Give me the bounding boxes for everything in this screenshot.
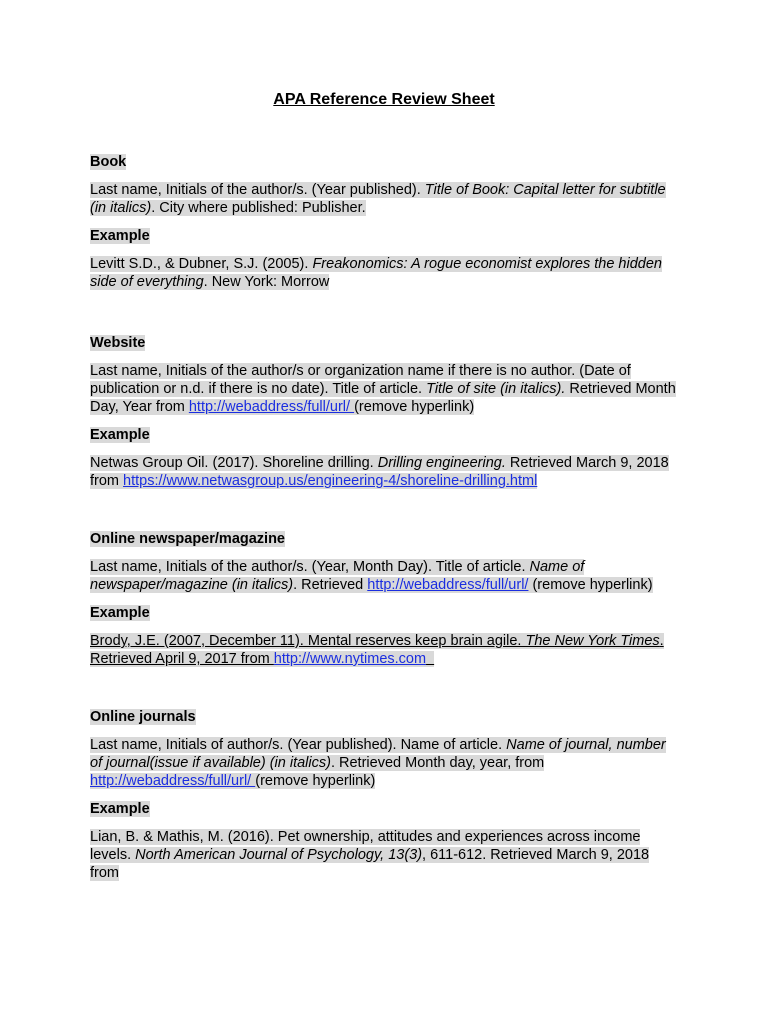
- book-example-italic: Freakonomics: A rogue economist explores the hidden side of everything: [90, 256, 662, 290]
- book-example-tail: . New York: Morrow: [203, 274, 330, 290]
- example-heading-book: Example: [90, 228, 150, 244]
- newspaper-example-tail: . Retrieved April 9, 2017 from: [90, 633, 664, 667]
- journal-format-italic: Name of journal, number of journal(issue if available) (in italics): [90, 737, 666, 771]
- book-example-text: Levitt S.D., & Dubner, S.J. (2005).: [90, 256, 313, 272]
- book-format-italic: Title of Book: Capital letter for subtitle (in italics): [90, 182, 666, 216]
- website-format-italic: Title of site (in italics).: [426, 381, 566, 397]
- newspaper-format-note: (remove hyperlink): [528, 577, 653, 593]
- section-heading-book: Book: [90, 154, 127, 170]
- newspaper-format-link[interactable]: http://webaddress/full/url/: [367, 577, 529, 593]
- section-heading-journal: Online journals: [90, 709, 196, 725]
- book-format-tail: . City where published: Publisher.: [151, 200, 366, 216]
- journal-example-italic: North American Journal of Psychology, 13(3): [135, 847, 423, 863]
- newspaper-example-italic: The New York Times: [525, 633, 660, 649]
- journal-example: [90, 828, 680, 882]
- website-format-link[interactable]: http://webaddress/full/url/: [188, 399, 355, 415]
- website-example: [90, 454, 680, 490]
- section-heading-newspaper: Online newspaper/magazine: [90, 531, 285, 547]
- website-format-tail: Retrieved Month Day, Year from: [90, 381, 676, 415]
- website-format-note: (remove hyperlink): [354, 399, 475, 415]
- document-title: APA Reference Review Sheet: [273, 91, 495, 108]
- website-format: [90, 362, 680, 416]
- example-heading-journal: Example: [90, 801, 150, 817]
- journal-format-text: Last name, Initials of author/s. (Year published). Name of article.: [90, 737, 507, 753]
- newspaper-example-text: Brody, J.E. (2007, December 11). Mental reserves keep brain agile.: [90, 633, 526, 649]
- website-format-text: Last name, Initials of the author/s or organization name if there is no author. (Date of publication or n.d. if there is no date). Title of article.: [90, 363, 631, 397]
- document-body: [90, 150, 680, 882]
- newspaper-format-text: Last name, Initials of the author/s. (Year, Month Day). Title of article.: [90, 559, 530, 575]
- example-heading-website: Example: [90, 427, 150, 443]
- book-format: [90, 181, 680, 217]
- section-heading-website: Website: [90, 335, 146, 351]
- journal-example-tail: , 611-612. Retrieved March 9, 2018 from: [90, 847, 650, 881]
- website-example-tail: Retrieved March 9, 2018 from: [90, 455, 669, 489]
- journal-format-tail: . Retrieved Month day, year, from: [330, 755, 545, 771]
- website-example-italic: Drilling engineering.: [377, 455, 506, 471]
- journal-format: [90, 736, 680, 790]
- newspaper-format: [90, 558, 680, 594]
- journal-format-note: (remove hyperlink): [255, 773, 376, 789]
- book-format-text: Last name, Initials of the author/s. (Year published).: [90, 182, 425, 198]
- newspaper-example-trail: [426, 651, 434, 667]
- newspaper-format-tail: . Retrieved: [293, 577, 368, 593]
- website-example-link[interactable]: https://www.netwasgroup.us/engineering-4/shoreline-drilling.html: [123, 473, 538, 489]
- newspaper-example: [90, 632, 680, 668]
- journal-format-link[interactable]: http://webaddress/full/url/: [90, 773, 256, 789]
- journal-example-text: Lian, B. & Mathis, M. (2016). Pet ownership, attitudes and experiences across income levels.: [90, 829, 641, 863]
- book-example: [90, 255, 680, 291]
- example-heading-newspaper: Example: [90, 605, 150, 621]
- newspaper-example-link[interactable]: http://www.nytimes.com: [273, 651, 427, 667]
- website-example-text: Netwas Group Oil. (2017). Shoreline drilling.: [90, 455, 378, 471]
- newspaper-format-italic: Name of newspaper/magazine (in italics): [90, 559, 585, 593]
